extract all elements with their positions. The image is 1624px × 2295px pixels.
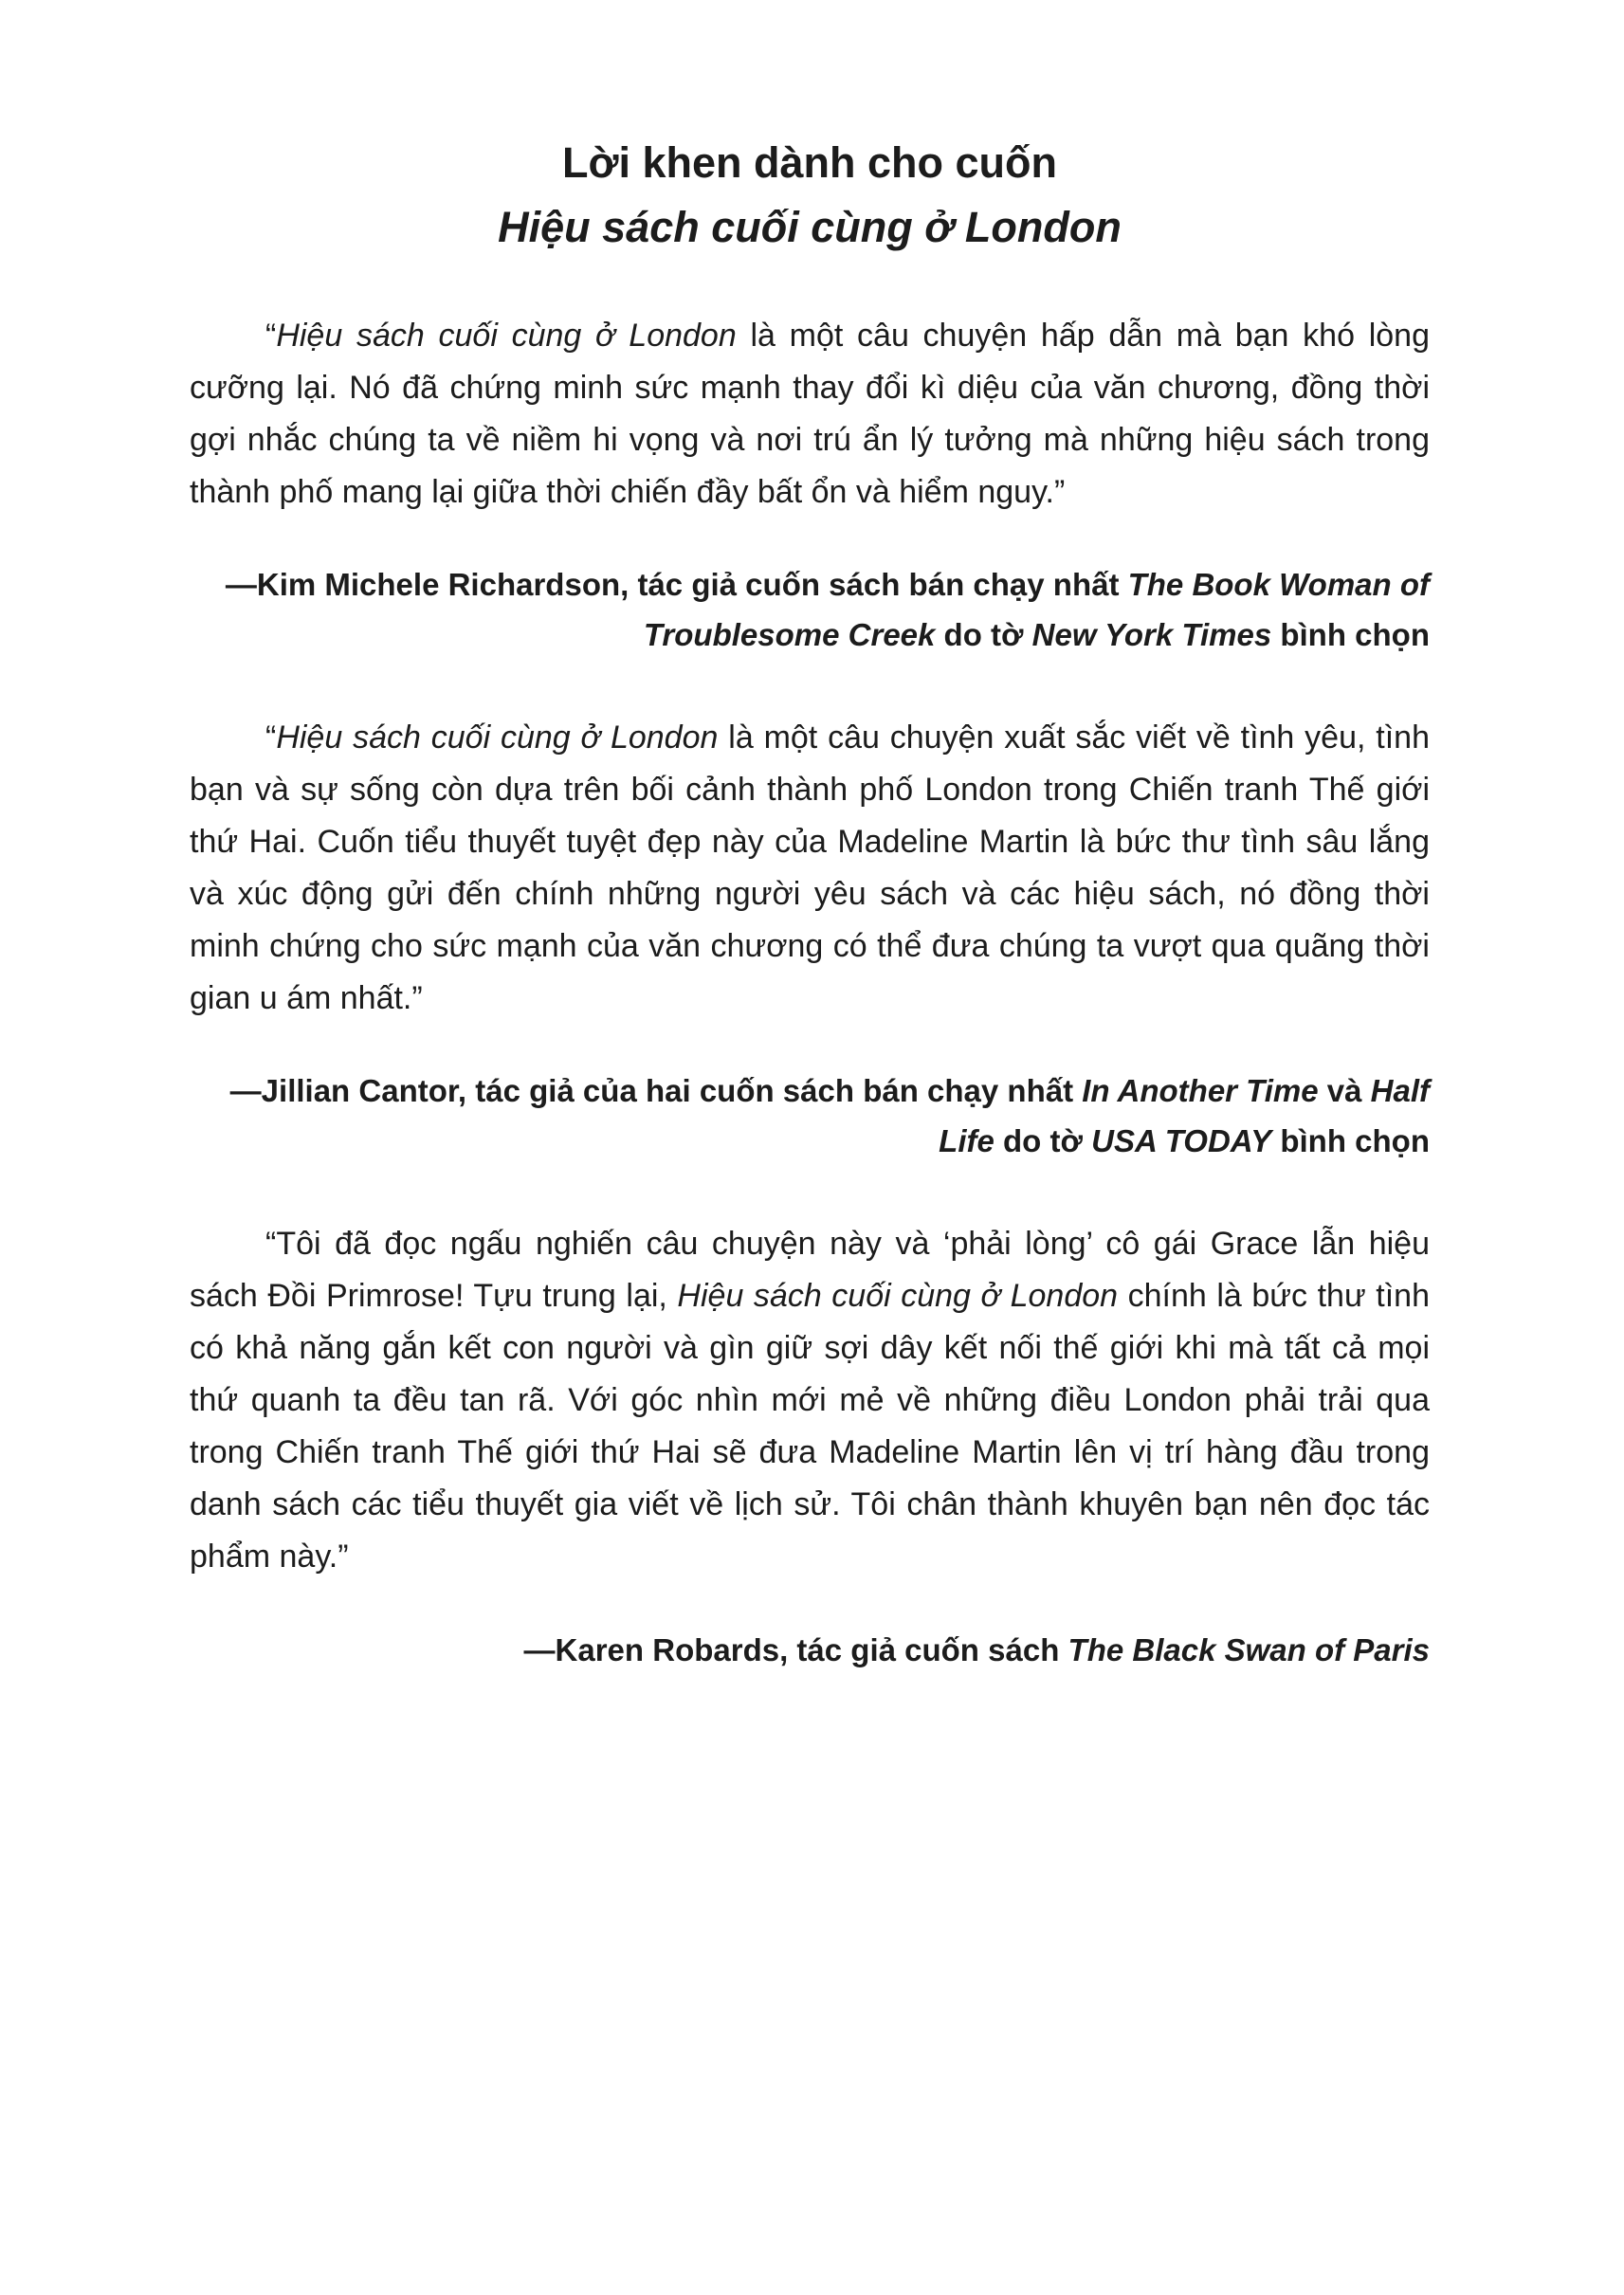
- italic-text: In Another Time: [1082, 1073, 1319, 1109]
- text-run: “Tôi đã đọc ngấu nghiến câu chuyện này và ‘phải lòng’ cô gái Grace lẫn hiệu sách Đồi Primrose! Tựu trung lại,: [190, 1225, 1430, 1315]
- italic-text: Hiệu sách cuối cùng ở London: [276, 318, 737, 354]
- italic-text: Hiệu sách cuối cùng ở London: [677, 1278, 1119, 1315]
- quote-paragraph: [190, 712, 1430, 1025]
- text-run: —Karen Robards, tác giả cuốn sách: [523, 1631, 1068, 1667]
- text-run: là một câu chuyện xuất sắc viết về tình yêu, tình bạn và sự sống còn dựa trên bối cảnh thành phố London trong Chiến tranh Thế giới thứ Hai. Cuốn tiểu thuyết tuyệt đẹp này của Madeline Martin là bức thư tình sâu lắng và xúc động gửi đến chính những người yêu sách và các hiệu sách, nó đồng thời minh chứng cho sức mạnh của văn chương có thể đưa chúng ta vượt qua quãng thời gian u ám nhất.”: [190, 719, 1430, 1017]
- text-run: do tờ: [935, 617, 1032, 653]
- quote-paragraph: [190, 1218, 1430, 1584]
- praise-content: [190, 310, 1430, 1675]
- text-run: do tờ: [994, 1123, 1092, 1159]
- text-run: và: [1318, 1073, 1371, 1109]
- page-title: [190, 131, 1430, 259]
- book-title: Hiệu sách cuối cùng ở London: [498, 202, 1122, 251]
- text-run: “: [265, 318, 277, 354]
- text-run: chính là bức thư tình có khả năng gắn kết con người và gìn giữ sợi dây kết nối thế giới khi mà tất cả mọi thứ quanh ta đều tan rã. Với góc nhìn mới mẻ về những điều London phải trải qua trong Chiến tranh Thế giới thứ Hai sẽ đưa Madeline Martin lên vị trí hàng đầu trong danh sách các tiểu thuyết gia viết về lịch sử. Tôi chân thành khuyên bạn nên đọc tác phẩm này.”: [190, 1278, 1430, 1576]
- italic-text: The Book Woman of Troublesome Creek: [643, 567, 1430, 653]
- text-run: “: [265, 719, 277, 756]
- text-run: —Kim Michele Richardson, tác giả cuốn sách bán chạy nhất: [225, 567, 1128, 603]
- attribution: [190, 1626, 1430, 1676]
- praise-title-line: Lời khen dành cho cuốn: [561, 138, 1057, 187]
- italic-text: The Black Swan of Paris: [1067, 1631, 1430, 1667]
- text-run: là một câu chuyện hấp dẫn mà bạn khó lòng cưỡng lại. Nó đã chứng minh sức mạnh thay đổi kì diệu của văn chương, đồng thời gợi nhắc chúng ta về niềm hi vọng và nơi trú ẩn lý tưởng mà những hiệu sách trong thành phố mang lại giữa thời chiến đầy bất ổn và hiểm nguy.”: [190, 318, 1430, 511]
- italic-text: Hiệu sách cuối cùng ở London: [276, 719, 719, 756]
- italic-text: Half Life: [939, 1073, 1430, 1159]
- text-run: bình chọn: [1271, 617, 1430, 653]
- attribution: [190, 1066, 1430, 1167]
- italic-text: USA TODAY: [1091, 1123, 1272, 1159]
- text-run: bình chọn: [1271, 1123, 1430, 1159]
- text-run: —Jillian Cantor, tác giả của hai cuốn sách bán chạy nhất: [229, 1073, 1083, 1109]
- italic-text: New York Times: [1031, 617, 1272, 653]
- quote-paragraph: [190, 310, 1430, 519]
- attribution: [190, 560, 1430, 661]
